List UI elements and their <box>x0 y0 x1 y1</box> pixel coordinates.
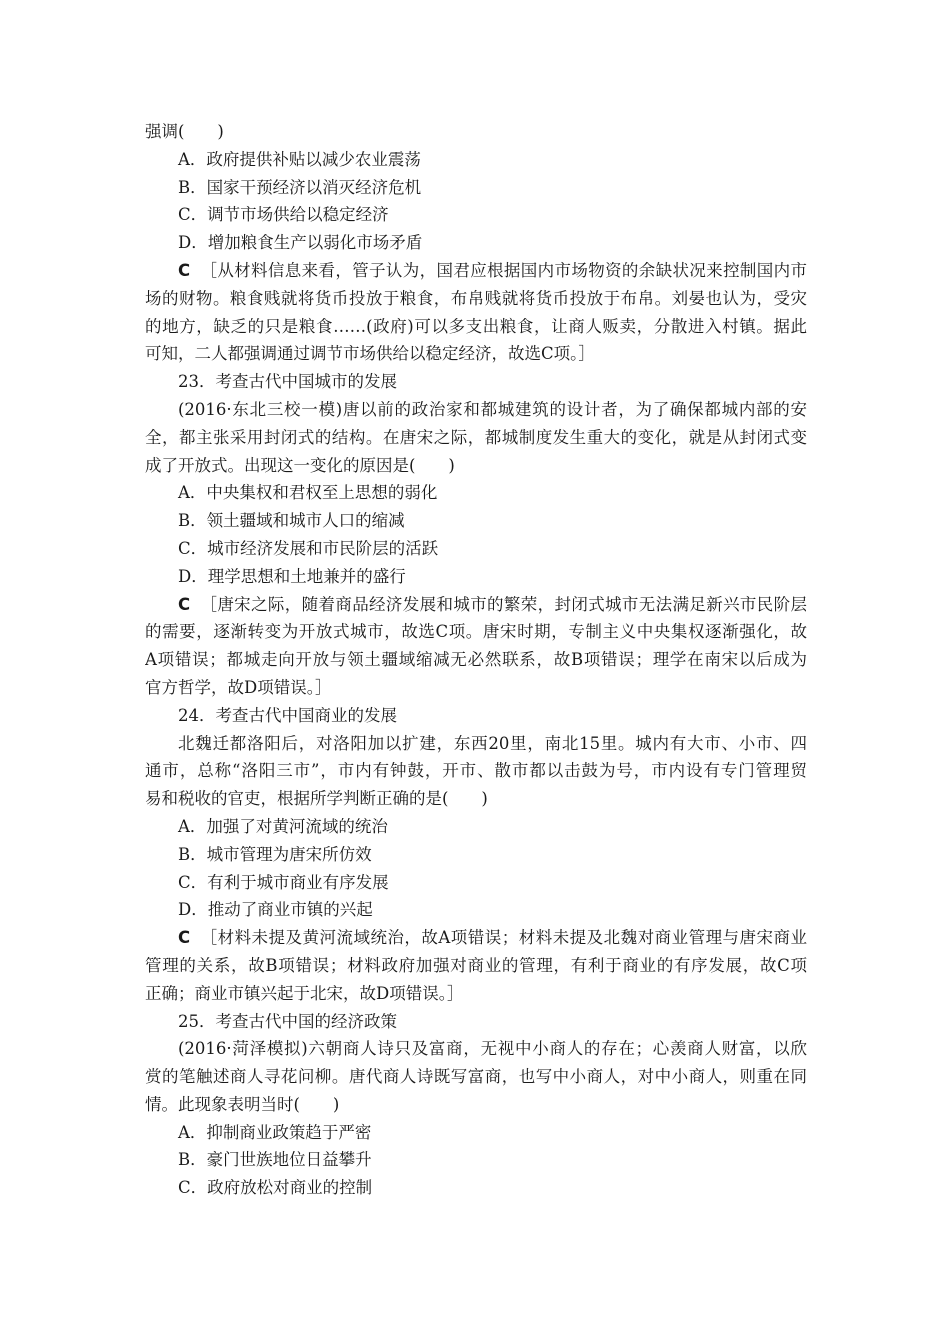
q25-stem-line: 赏的笔触述商人寻花问柳。唐代商人诗既写富商，也写中小商人，对中小商人，则重在同 <box>145 1067 807 1087</box>
q24-option-d: D．推动了商业市镇的兴起 <box>178 900 373 920</box>
q23-stem-line: 成了开放式。出现这一变化的原因是( ) <box>145 455 455 475</box>
page-content <box>145 118 807 1202</box>
q25-option-a: A．抑制商业政策趋于严密 <box>178 1122 372 1142</box>
q22-option-b: B．国家干预经济以消灭经济危机 <box>178 177 422 197</box>
q22-explanation-line: 场的财物。粮食贱就将货币投放于粮食，布帛贱就将货币投放于布帛。刘晏也认为，受灾 <box>145 288 807 308</box>
q25-heading: 25．考查古代中国的经济政策 <box>178 1011 397 1031</box>
q23-option-b: B．领土疆域和城市人口的缩减 <box>178 511 405 531</box>
q25-stem-line: (2016·菏泽模拟)六朝商人诗只及富商，无视中小商人的存在；心羡商人财富，以欣 <box>178 1039 807 1059</box>
q24-explanation-line: 管理的关系，故B项错误；材料政府加强对商业的管理，有利于商业的有序发展，故C项 <box>145 955 807 975</box>
q25-stem-line: 情。此现象表明当时( ) <box>145 1094 340 1114</box>
q24-stem-line: 通市，总称“洛阳三市”，市内有钟鼓，开市、散市都以击鼓为号，市内设有专门管理贸 <box>145 761 807 781</box>
q23-option-a: A．中央集权和君权至上思想的弱化 <box>178 483 438 503</box>
q22-explanation-line: 可知，二人都强调通过调节市场供给以稳定经济，故选C项。］ <box>145 344 595 364</box>
q23-stem-line: 全，都主张采用封闭式的结构。在唐宋之际，都城制度发生重大的变化，就是从封闭式变 <box>145 427 807 447</box>
q23-explanation-line: 的需要，逐渐转变为开放式城市，故选C项。唐宋时期，专制主义中央集权逐渐强化，故 <box>145 622 807 642</box>
q22-stem-tail: 强调( ) <box>145 122 224 141</box>
q24-stem-line: 北魏迁都洛阳后，对洛阳加以扩建，东西20里，南北15里。城内有大市、小市、四 <box>178 733 807 753</box>
q22-explanation-line: 的地方，缺乏的只是粮食……(政府)可以多支出粮食，让商人贩卖，分散进入村镇。据此 <box>145 316 807 336</box>
q23-answer: C <box>178 594 191 614</box>
q23-explanation-line: 官方哲学，故D项错误。］ <box>145 677 332 697</box>
q24-heading: 24．考查古代中国商业的发展 <box>178 705 397 725</box>
q24-answer: C <box>178 928 191 948</box>
q23-heading: 23．考查古代中国城市的发展 <box>178 372 397 392</box>
q23-explanation-text: ［唐宋之际，随着商品经济发展和城市的繁荣，封闭式城市无法满足新兴市民阶层 <box>200 594 807 614</box>
q22-option-a: A．政府提供补贴以减少农业震荡 <box>178 149 421 169</box>
q25-option-c: C．政府放松对商业的控制 <box>178 1178 373 1198</box>
q22-explanation-line <box>145 257 807 285</box>
q22-explanation-text: ［从材料信息来看，管子认为，国君应根据国内市场物资的余缺状况来控制国内市 <box>200 260 807 280</box>
q24-explanation-line <box>145 924 807 952</box>
q22-option-c: C．调节市场供给以稳定经济 <box>178 205 389 225</box>
q24-stem-line: 易和税收的官吏，根据所学判断正确的是( ) <box>145 789 488 809</box>
q23-option-c: C．城市经济发展和市民阶层的活跃 <box>178 538 439 558</box>
q22-answer: C <box>178 260 191 280</box>
q23-option-d: D．理学思想和土地兼并的盛行 <box>178 566 406 586</box>
q24-option-b: B．城市管理为唐宋所仿效 <box>178 844 372 864</box>
q22-option-d: D．增加粮食生产以弱化市场矛盾 <box>178 233 423 253</box>
q23-explanation-line: A项错误；都城走向开放与领土疆域缩减无必然联系，故B项错误；理学在南宋以后成为 <box>145 650 807 670</box>
q23-explanation-line <box>145 591 807 619</box>
q23-stem-line: (2016·东北三校一模)唐以前的政治家和都城建筑的设计者，为了确保都城内部的安 <box>178 399 807 419</box>
q24-explanation-line: 正确；商业市镇兴起于北宋，故D项错误。］ <box>145 983 464 1003</box>
q24-explanation-text: ［材料未提及黄河流域统治，故A项错误；材料未提及北魏对商业管理与唐宋商业 <box>200 928 807 948</box>
q24-option-a: A．加强了对黄河流域的统治 <box>178 816 388 836</box>
q24-option-c: C．有利于城市商业有序发展 <box>178 872 389 892</box>
q25-option-b: B．豪门世族地位日益攀升 <box>178 1150 372 1170</box>
